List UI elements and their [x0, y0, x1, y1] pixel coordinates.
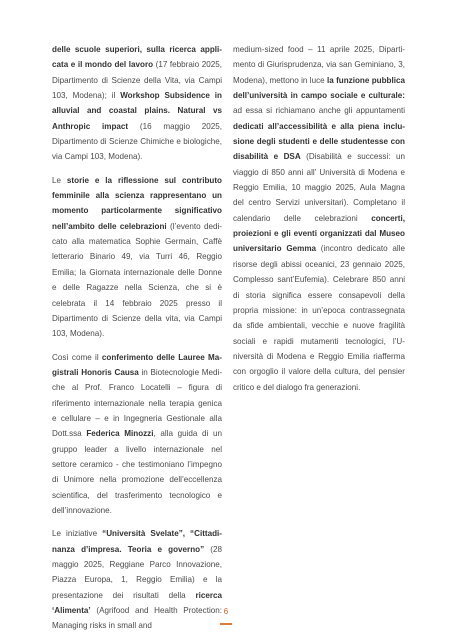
bold-text-run: dedicati all’accessibilità e alla piena inclusione degli studenti e delle studentesse con disabilità e DSA [233, 121, 405, 162]
page-number: 6 [223, 607, 229, 616]
paragraph-women-in-science [52, 173, 222, 342]
right-column [233, 42, 405, 403]
paragraph-workshops [52, 42, 222, 165]
text-run: Le iniziative [52, 529, 103, 539]
bold-text-run: Federica Minozzi [86, 429, 154, 439]
paragraph-initiatives [52, 526, 222, 633]
bold-text-run: conferimento delle Lauree Magistrali Honoris Causa [52, 352, 222, 377]
text-run: Così come il [52, 352, 102, 362]
page-number-underline [220, 623, 232, 625]
bold-text-run: ricerca ‘Alimenta’ [52, 590, 222, 616]
text-run: ad essa si richiamano anche gli appuntamenti [233, 106, 405, 116]
text-run: medium-sized food – 11 aprile 2025, Dipartimento di Giurisprudenza, via san Geminiano, 3, Modena), mettono in luce [233, 45, 405, 85]
text-run: , alla guida di un gruppo leader a livello internazionale nel settore ceramico - che testimoniano l’impegno di Unimore nella promozione dell’eccellenza scientifica, del trasferimento tecnologico e dell’innovazione. [52, 429, 222, 515]
bold-text-run: la funzione pubblica dell’università in campo sociale e culturale: [233, 75, 405, 101]
text-run: (17 febbraio 2025, Dipartimento di Scienze della Vita, via Campi 103, Modena); il [52, 60, 222, 101]
bold-text-run: Workshop Subsidence in alluvial and coastal plains. Natural vs Anthropic impact [52, 91, 222, 131]
text-run: (incontro dedicato alle risorse degli abissi oceanici, 23 gennaio 2025, Complesso sant’Eufemia). Celebrare 850 anni di storia significa essere consapevoli della propria missione: in un’epoca contrassegnata da sfide ambientali, vecchie e nuove fragilità sociali e rapidi mutamenti tecnologici, l’Università di Modena e Reggio Emilia riafferma con orgoglio il valore della cultura, del pensier critico e del dialogo fra generazioni. [233, 244, 405, 392]
text-run: Le [52, 175, 67, 185]
text-run: (Agrifood and Health Protection: Managing risks in small and [52, 606, 222, 631]
text-run: (Disabilità e successi: un viaggio di 850 anni all’ Università di Modena e Reggio Emilia, 10 maggio 2025, Aula Magna del centro Servizi universitari). Completano il calendario delle celebrazioni [233, 152, 405, 223]
paragraph-public-function [233, 42, 405, 395]
text-run: (l’evento dedicato alla matematica Sophie Germain, Caffè letterario Binario 49, via Turri 46, Reggio Emilia; la Giornata internazionale delle Donne e delle Ragazze nella Scienza, che si è celebrata il 14 febbraio 2025 presso il Dipartimento di Scienze della vita, via Campi 103, Modena). [52, 221, 222, 339]
bold-text-run: “Università Svelate”, “Cittadinanza d’impresa. Teoria e governo” [52, 529, 222, 554]
bold-text-run: delle scuole superiori, sulla ricerca applicata e il mondo del lavoro [52, 45, 222, 70]
text-run: (28 maggio 2025, Reggiane Parco Innovazione, Piazza Europa, 1, Reggio Emilia) e la presentazione dei risultati della [52, 544, 222, 600]
paragraph-honoris-causa [52, 350, 222, 519]
left-column [52, 42, 222, 642]
text-run: (16 maggio 2025, Dipartimento di Scienze Chimiche e biologiche, via Campi 103, Modena). [52, 121, 222, 162]
bold-text-run: storie e la riflessione sul contributo femminile alla scienza rappresentano un momento particolarmente significativo nell’ambito delle celebrazioni [52, 175, 222, 231]
bold-text-run: concerti, proiezioni e gli eventi organizzati dal Museo universitario Gemma [233, 213, 405, 254]
text-run: in Biotecnologie Mediche al Prof. Franco Locatelli – figura di riferimento internazionale nella terapia genica e cellulare – e in Ingegneria Gestionale alla Dott.ssa [52, 367, 223, 439]
